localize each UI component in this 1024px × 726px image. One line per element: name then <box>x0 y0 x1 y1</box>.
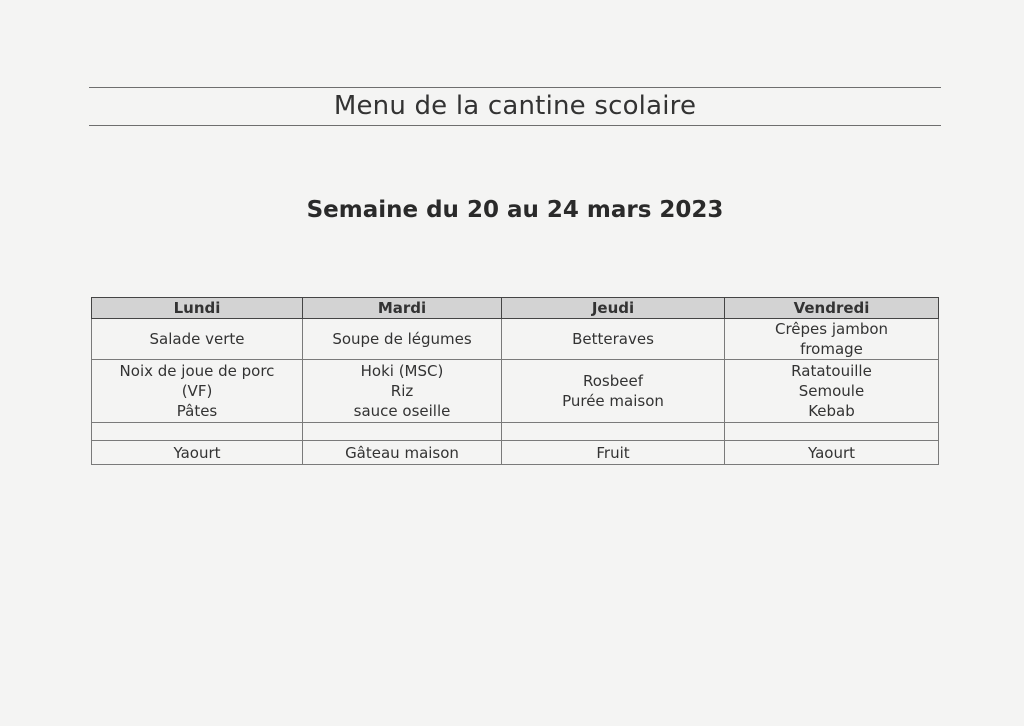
menu-cell-lundi <box>92 423 303 441</box>
menu-cell-jeudi <box>502 441 725 465</box>
menu-item-line: Yaourt <box>807 443 856 462</box>
header-cell-mardi: Mardi <box>303 298 502 319</box>
menu-item-line: Hoki (MSC) <box>360 362 444 380</box>
menu-item-line: Fruit <box>596 443 630 462</box>
menu-item-line: Purée maison <box>562 392 664 410</box>
menu-cell-mardi <box>303 360 502 423</box>
menu-cell-jeudi <box>502 360 725 423</box>
menu-cell-vendredi <box>725 360 939 423</box>
menu-cell-mardi <box>303 423 502 441</box>
menu-item-line: Riz <box>390 382 414 400</box>
plat-row <box>92 360 939 423</box>
menu-cell-vendredi <box>725 319 939 360</box>
menu-cell-lundi <box>92 319 303 360</box>
menu-item-line: Gâteau maison <box>345 443 459 462</box>
week-heading: Semaine du 20 au 24 mars 2023 <box>306 197 724 223</box>
title-rule-top <box>89 87 941 88</box>
menu-item-line: (VF) <box>181 382 213 400</box>
header-cell-jeudi: Jeudi <box>502 298 725 319</box>
document-title: Menu de la cantine scolaire <box>333 91 697 121</box>
menu-item-line: Rosbeef <box>583 372 643 390</box>
menu-item-line: Betteraves <box>572 330 654 348</box>
menu-cell-vendredi <box>725 423 939 441</box>
menu-item-line: Ratatouille <box>791 362 872 380</box>
menu-item-line: Yaourt <box>173 443 221 462</box>
title-rule-bottom <box>89 125 941 126</box>
menu-cell-mardi <box>303 319 502 360</box>
menu-cell-lundi <box>92 441 303 465</box>
menu-cell-lundi <box>92 360 303 423</box>
menu-cell-jeudi <box>502 423 725 441</box>
dessert-row <box>92 441 939 465</box>
menu-item-line: Salade verte <box>149 330 245 348</box>
menu-cell-vendredi <box>725 441 939 465</box>
menu-cell-jeudi <box>502 319 725 360</box>
header-cell-vendredi: Vendredi <box>725 298 939 319</box>
menu-item-line: Noix de joue de porc <box>119 362 275 380</box>
entree-row <box>92 319 939 360</box>
header-row <box>92 298 939 319</box>
menu-item-line: Kebab <box>808 402 855 420</box>
empty-row <box>92 423 939 441</box>
menu-item-line: fromage <box>800 340 863 358</box>
menu-item-line: sauce oseille <box>353 402 451 420</box>
menu-item-line: Crêpes jambon <box>774 320 889 338</box>
menu-item-line: Pâtes <box>176 402 218 420</box>
menu-table <box>91 297 939 465</box>
header-cell-lundi: Lundi <box>92 298 303 319</box>
menu-item-line: Soupe de légumes <box>332 330 472 348</box>
menu-item-line: Semoule <box>798 382 865 400</box>
menu-cell-mardi <box>303 441 502 465</box>
